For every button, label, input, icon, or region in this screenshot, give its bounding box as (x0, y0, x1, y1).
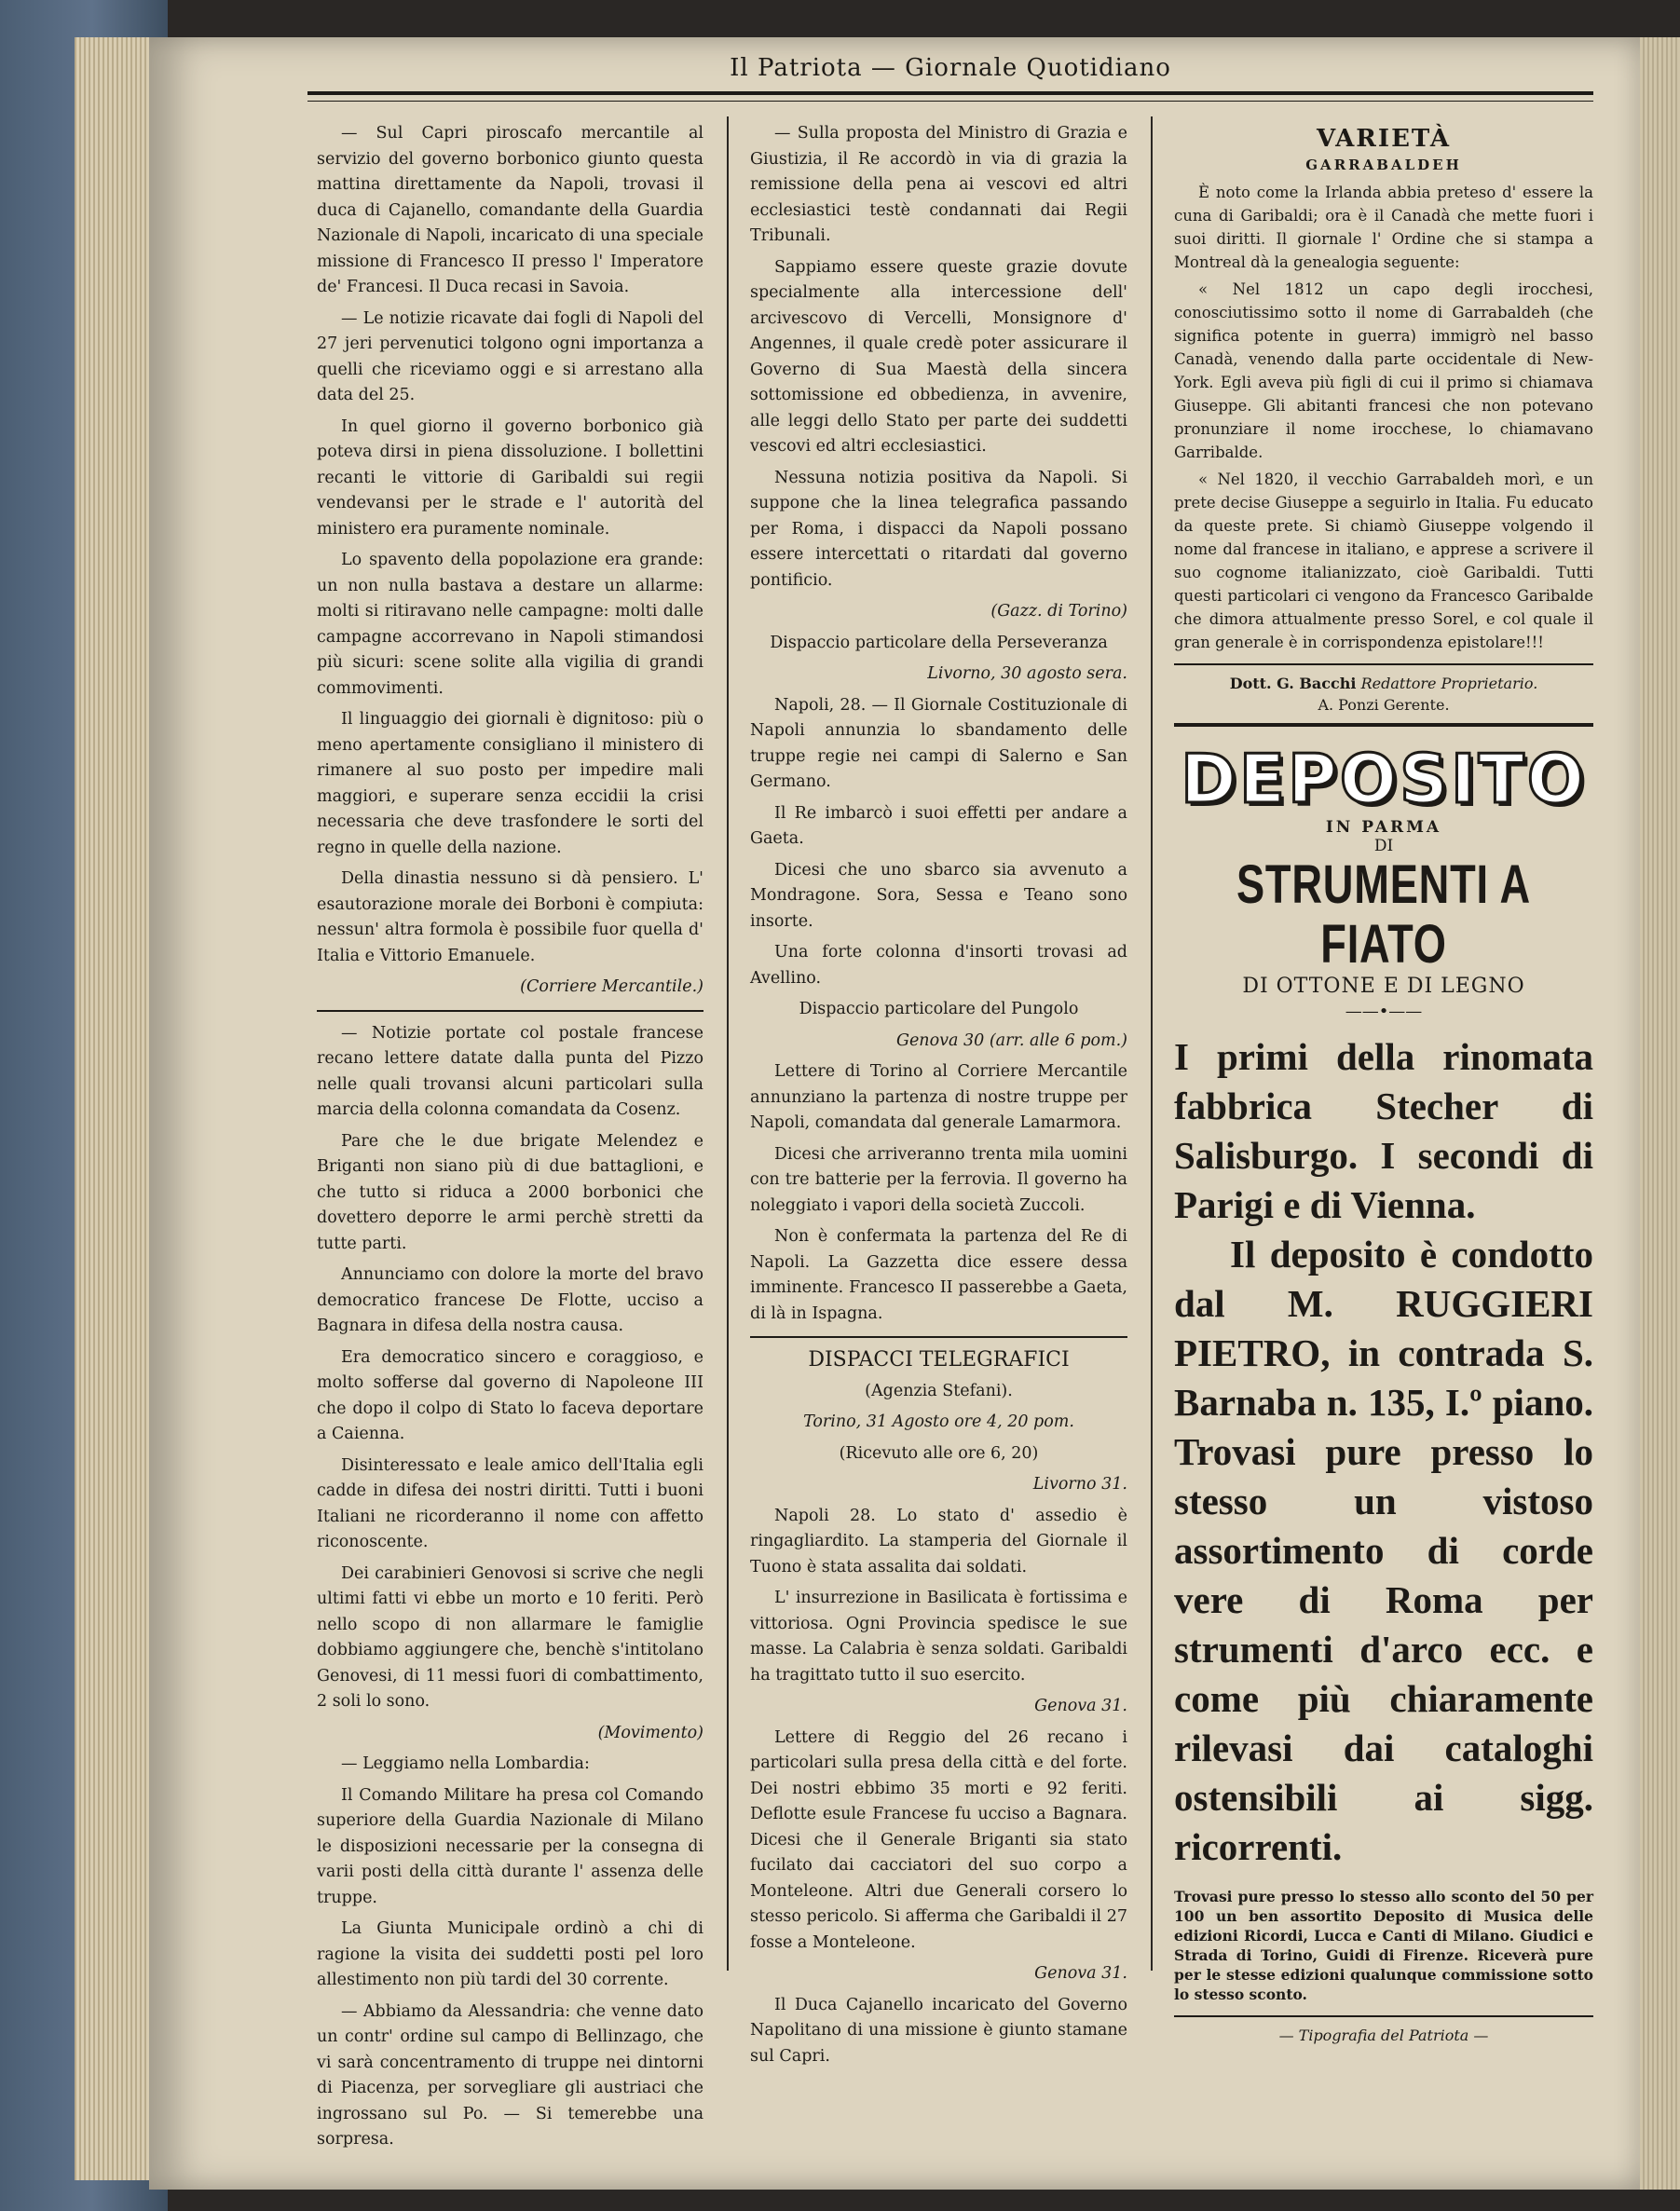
article-paragraph: Annunciamo con dolore la morte del bravo democratico francese De Flotte, ucciso a Bagnara in difesa della nostra causa. (317, 1265, 703, 1335)
dispatch-heading: Dispaccio particolare del Pungolo (799, 1000, 1079, 1018)
column-divider (727, 116, 729, 1971)
article-paragraph: Lettere di Reggio del 26 recano i particolari sulla presa della città e del forte. Dei nostri ebbimo 35 morti e 92 feriti. Deflotte esule Francese fu ucciso a Bagnara. Dicesi che il Generale Briganti sia stato fucilato dai cacciatori del suo corpo a Monteleone. Altri due Generali corsero lo stesso pericolo. Si afferma che Garibaldi il 27 fosse a Monteleone. (750, 1727, 1127, 1952)
editor-role: Redattore Proprietario. (1360, 675, 1538, 692)
ornament-divider: ——•—— (1345, 1002, 1423, 1021)
article-paragraph: — Abbiamo da Alessandria: che venne dato un contr' ordine sul campo di Bellinzago, che vi sarà concentramento di truppe nei dintorni di Piacenza, per sorvegliare gli austriaci che ingrossano sul Po. — Si temerebbe una sorpresa. (317, 2001, 703, 2149)
editor-name: Dott. G. Bacchi (1229, 675, 1357, 692)
dispatch-dateline: Genova 31. (1034, 1964, 1127, 1983)
article-paragraph: Non è confermata la partenza del Re di Napoli. La Gazzetta dice essere dessa imminente. Francesco II passerebbe a Gaeta, di là in Ispagna. (750, 1227, 1127, 1323)
article-paragraph: Lettere di Torino al Corriere Mercantile annunziano la partenza di nostre truppe per Napoli, comandata dal generale Lamarmora. (750, 1062, 1127, 1132)
article-paragraph: Della dinastia nessuno si dà pensiero. L' esautorazione morale dei Borboni è compiuta: nessun' altra formola è possibile fuor quella d' Italia e Vittorio Emanuele. (317, 869, 703, 965)
article-paragraph: Nessuna notizia positiva da Napoli. Si suppone che la linea telegrafica passando per Roma, i dispacci da Napoli possano essere intercettati o ritardati dal governo pontificio. (750, 468, 1127, 590)
article-paragraph: Il Comando Militare ha presa col Comando superiore della Guardia Nazionale di Milano le disposizioni necessarie per la consegna di varii posti della città durante l' assenza delle truppe. (317, 1785, 703, 1907)
article-paragraph: — Le notizie ricavate dai fogli di Napoli del 27 jeri pervenutici tolgono ogni importanza a quelli che riceviamo oggi e si arrestano alla data del 25. (317, 308, 703, 404)
section-title: DISPACCI TELEGRAFICI (808, 1348, 1070, 1372)
section-divider (750, 1336, 1127, 1338)
section-divider (1174, 2015, 1593, 2017)
page-edges-left (75, 37, 158, 2180)
article-paragraph: Dei carabinieri Genovosi si scrive che negli ultimi fatti vi ebbe un morto e 10 feriti. Però nello scopo di non allarmare le famiglie dobbiamo aggiungere che, benchè s'intitolano Genovesi, di 11 messi fuori di combattimento, 2 soli lo sono. (317, 1563, 703, 1711)
dispatch-dateline: (Ricevuto alle ore 6, 20) (839, 1443, 1039, 1463)
article-paragraph: Disinteressato e leale amico dell'Italia egli cadde in difesa dei nostri diritti. Tutti i buoni Italiani ne ricorderanno il nome con affetto riconoscente. (317, 1455, 703, 1551)
column-1 (317, 121, 703, 2149)
dispatch-heading: Dispaccio particolare della Perseveranza (770, 633, 1108, 652)
article-paragraph: — Leggiamo nella Lombardia: (341, 1754, 590, 1773)
article-paragraph: Dicesi che uno sbarco sia avvenuto a Mondragone. Sora, Sessa e Teano sono insorte. (750, 860, 1127, 931)
varieta-text (1174, 181, 1593, 654)
ad-paragraph: I primi della rinomata fabbrica Stecher di Salisburgo. I secondi di Parigi e di Vienna. (1174, 1035, 1593, 1226)
dispatch-dateline: Torino, 31 Agosto ore 4, 20 pom. (803, 1413, 1074, 1431)
editor-line (1174, 675, 1593, 692)
section-divider (317, 1010, 703, 1012)
article-paragraph: Il linguaggio dei giornali è dignitoso: più o meno apertamente consigliano il ministero di rimanere al suo posto per impedire mali maggiori, e superare senza eccidii la crisi necessaria che deve trasfondere le sorti del regno in quelle della nazione. (317, 710, 703, 857)
column-divider (1151, 116, 1153, 1971)
gerente-line: A. Ponzi Gerente. (1318, 696, 1450, 714)
article-paragraph: Sappiamo essere queste grazie dovute specialmente alla intercessione dell' arcivescovo di Vercelli, Monsignore d' Angennes, il quale credè poter assicurare il Governo di Sua Maestà della sincera sottomissione ed obbedienza, in avvenire, alle leggi dello Stato per parte dei suddetti vescovi ed altri ecclesiastici. (750, 257, 1127, 456)
article-paragraph: È noto come la Irlanda abbia preteso d' essere la cuna di Garibaldi; ora è il Canadà che mette fuori i suoi diritti. Il giornale l' Ordine che si stampa a Montreal dà la genealogia seguente: (1174, 184, 1593, 271)
ad-paragraph: Il deposito è condotto dal M. RUGGIERI PIETRO, in contrada S. Barnaba n. 135, I.º piano. Trovasi pure presso lo stesso un vistoso assortimento di corde vere di Roma per strumenti d'arco ecc. e come più chiaramente rilevasi dai cataloghi ostensibili ai sigg. ricorrenti. (1174, 1233, 1593, 1868)
column-2 (750, 121, 1127, 2066)
source-credit: (Movimento) (597, 1723, 703, 1742)
newspaper-page (149, 37, 1640, 2190)
article-paragraph: Pare che le due brigate Melendez e Briganti non siano più di due battaglioni, e che tutto si riduca a 2000 borbonici che dovettero deporre le armi perchè stretti da tutte parti. (317, 1131, 703, 1253)
section-title: VARIETÀ (1316, 125, 1451, 153)
header-rule (307, 91, 1593, 102)
dispatch-dateline: Genova 30 (arr. alle 6 pom.) (895, 1030, 1127, 1050)
article-paragraph: In quel giorno il governo borbonico già poteva dirsi in piena dissoluzione. I bollettini recanti le vittorie di Garibaldi sui regii vendevansi per le strade e l' autorità del ministero era puramente nominale. (317, 416, 703, 539)
dispatch-dateline: Genova 31. (1034, 1697, 1127, 1715)
article-paragraph: Una forte colonna d'insorti trovasi ad Avellino. (750, 943, 1127, 988)
dispatch-dateline: Livorno 31. (1032, 1475, 1127, 1494)
article-paragraph: Dicesi che arriveranno trenta mila uomini con tre batterie per la ferrovia. Il governo ha noleggiato i vapori della società Zuccoli. (750, 1144, 1127, 1215)
dispatch-dateline: Livorno, 30 agosto sera. (927, 664, 1127, 683)
article-paragraph: — Notizie portate col postale francese recano lettere datate dalla punta del Pizzo nelle quali trovansi alcuni particolari sulla marcia della colonna comandata da Cosenz. (317, 1023, 703, 1119)
column-3 (1174, 121, 1593, 2044)
article-paragraph: « Nel 1812 un capo degli irocchesi, conosciutissimo sotto il nome di Garrabaldeh (che significa potente in guerra) immigrò nel basso Canadà, venendo dalla parte occidentale di New-York. Egli aveva più figli di cui il primo si chiamava Giuseppe. Gli abitanti francesi che non potevano pronunziare il nome irocchese, lo chiamavano Garribalde. (1174, 280, 1593, 461)
article-paragraph: — Sul Capri piroscafo mercantile al servizio del governo borbonico giunto questa mattina direttamente da Napoli, trovasi il duca di Cajanello, comandante della Guardia Nazionale di Napoli, incaricato di una speciale missione di Francesco II presso l' Imperatore de' Francesi. Il Duca recasi in Savoia. (317, 124, 703, 296)
article-paragraph: Napoli, 28. — Il Giornale Costituzionale di Napoli annunzia lo sbandamento delle truppe regie nei campi di Salerno e San Germano. (750, 695, 1127, 791)
article-paragraph: Il Duca Cajanello incaricato del Governo Napolitano di una missione è giunto stamane sul Capri. (750, 1995, 1127, 2066)
section-divider (1174, 723, 1593, 727)
section-subtitle: (Agenzia Stefani). (865, 1381, 1013, 1400)
ad-di: DI (1373, 837, 1394, 855)
article-paragraph: Napoli 28. Lo stato d' assedio è ringagliardito. La stamperia del Giornale il Tuono è stata assalita dai soldati. (750, 1506, 1127, 1576)
page-edges-right (1640, 37, 1680, 2190)
article-paragraph: La Giunta Municipale ordinò a chi di ragione la visita dei suddetti posti pel loro allestimento non più tardi del 30 corrente. (317, 1919, 703, 1989)
source-credit: (Corriere Mercantile.) (520, 977, 703, 996)
section-subtitle: GARRABALDEH (1305, 157, 1462, 173)
article-paragraph: — Sulla proposta del Ministro di Grazia e Giustizia, il Re accordò in via di grazia la remissione della pena ai vescovi ed altri ecclesiastici testè condannati dai Regii Tribunali. (750, 124, 1127, 245)
ad-note: Trovasi pure presso lo stesso allo sconto del 50 per 100 un ben assortito Deposito di Musica delle edizioni Ricordi, Lucca e Canti di Milano. Giudici e Strada di Torino, Guidi di Firenze. Riceverà pure per le stesse edizioni qualunque commissione sotto lo stesso sconto. (1174, 1888, 1593, 2003)
article-paragraph: Lo spavento della popolazione era grande: un non nulla bastava a destare un allarme: molti si ritiravano nelle campagne: molti dalle campagne accorrevano in Napoli stimandosi più sicuri: scene solite alla vigilia di grandi commovimenti. (317, 551, 703, 698)
article-paragraph: Era democratico sincero e coraggioso, e molto sofferse dal governo di Napoleone III che dopo il colpo di Stato lo faceva deportare a Caienna. (317, 1347, 703, 1443)
page-header: Il Patriota — Giornale Quotidiano (730, 54, 1171, 82)
ad-body (1174, 1032, 1593, 1872)
ad-subheadline: DI OTTONE E DI LEGNO (1242, 975, 1525, 998)
printer-credit: — Tipografia del Patriota — (1278, 2027, 1489, 2044)
source-credit: (Gazz. di Torino) (990, 602, 1127, 621)
section-divider (1174, 663, 1593, 665)
ad-title: DEPOSITO (1181, 740, 1587, 818)
article-paragraph: Il Re imbarcò i suoi effetti per andare a Gaeta. (750, 803, 1127, 848)
ad-location: IN PARMA (1325, 818, 1442, 837)
article-paragraph: L' insurrezione in Basilicata è fortissima e vittoriosa. Ogni Provincia spedisce le sue masse. La Calabria è senza soldati. Garibaldi ha tragittato tutto il suo esercito. (750, 1589, 1127, 1685)
article-paragraph: « Nel 1820, il vecchio Garrabaldeh morì, e un prete decise Giuseppe a seguirlo in Italia. Fu educato da queste prete. Si chiamò Giuseppe volgendo il nome dal francese in italiano, e apprese a scrivere il suo cognome italianizzato, cioè Garibaldi. Tutti questi particolari ci vengono da Francesco Garibalde che dimora attualmente presso Sorel, e col quale il gran generale è in corrispondenza epistolare!!! (1174, 471, 1593, 651)
ad-headline: STRUMENTI A FIATO (1236, 854, 1532, 975)
